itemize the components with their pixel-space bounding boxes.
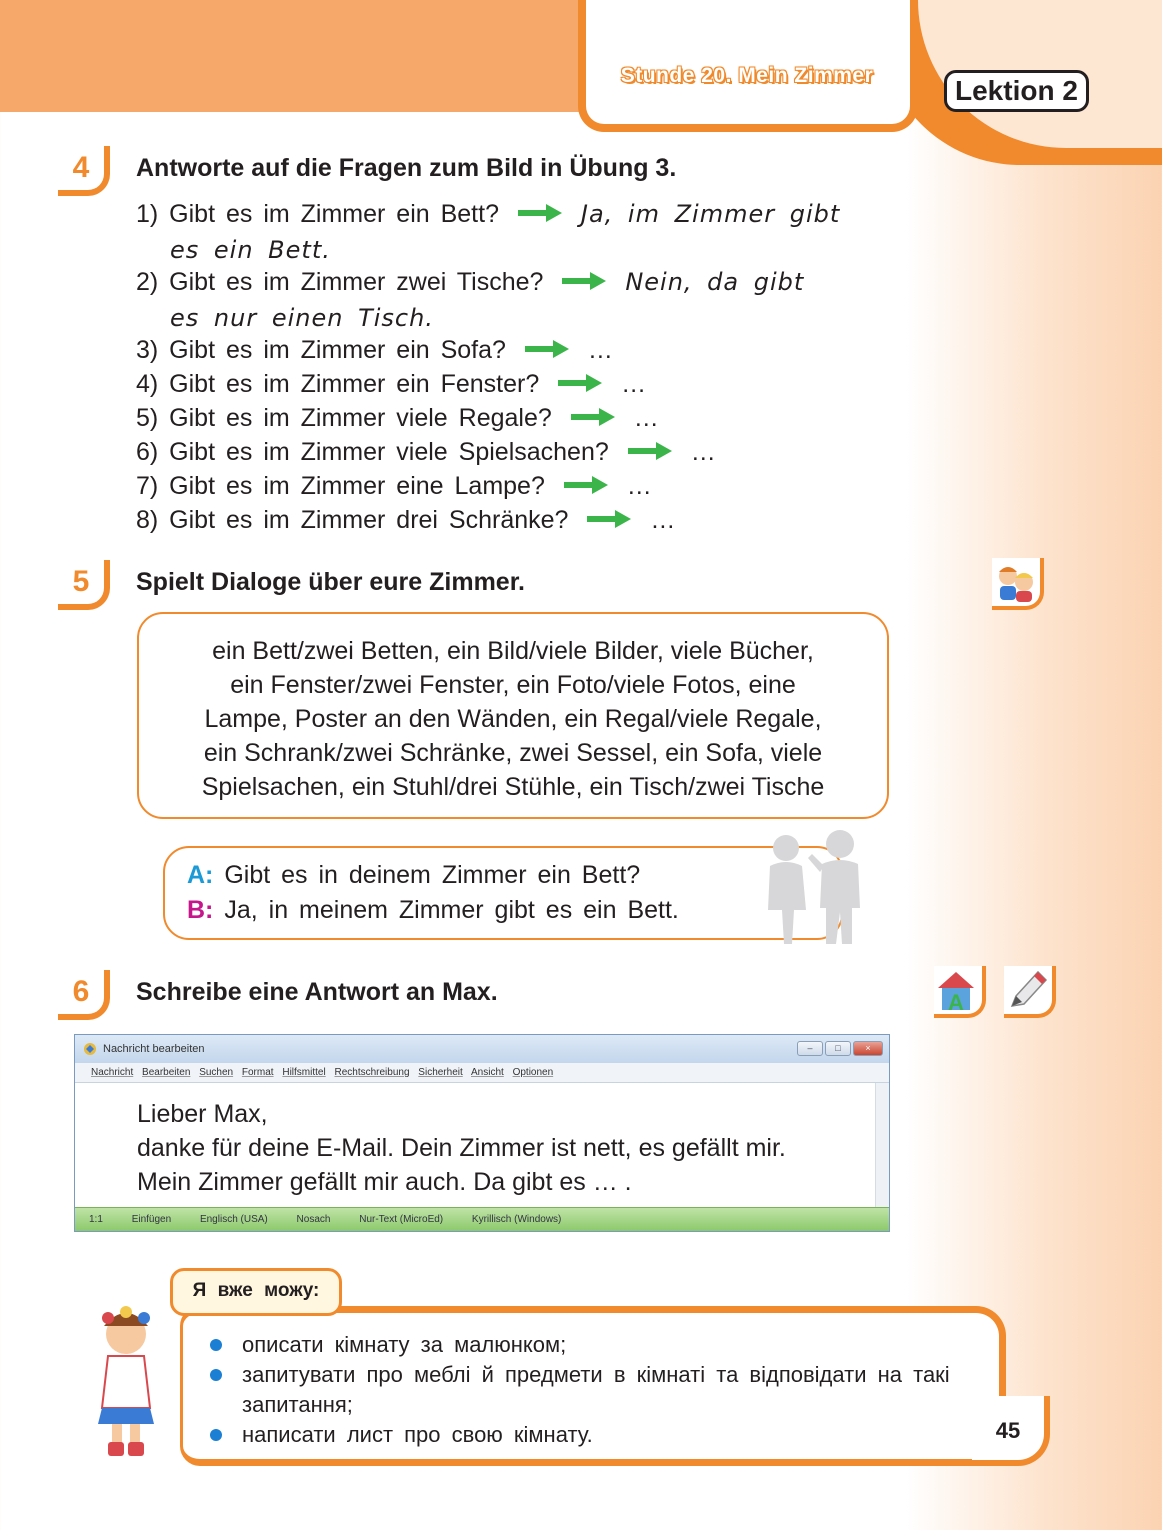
question-1: 1) Gibt es im Zimmer ein Bett? Ja, im Zimmer gibt: [136, 200, 841, 228]
email-line: danke für deine E-Mail. Dein Zimmer ist nett, es gefällt mir.: [137, 1134, 786, 1162]
arrow-right-icon: [518, 204, 562, 222]
window-title: Nachricht bearbeiten: [103, 1043, 205, 1055]
status-encoding: Kyrillisch (Windows): [471, 1214, 562, 1225]
exercise-4-title: Antworte auf die Fragen zum Bild in Übung 3.: [136, 154, 677, 182]
girl-in-costume-icon: [76, 1300, 176, 1460]
menu-item-nachricht[interactable]: Nachricht: [91, 1067, 134, 1078]
question-8: 8) Gibt es im Zimmer drei Schränke? …: [136, 506, 676, 534]
vocabulary-line: Lampe, Poster an den Wänden, ein Regal/viele Regale,: [204, 705, 822, 733]
pencil-icon: [1004, 966, 1056, 1018]
question-7: 7) Gibt es im Zimmer eine Lampe? …: [136, 472, 652, 500]
vocabulary-box: [137, 612, 889, 819]
question-3: 3) Gibt es im Zimmer ein Sofa? …: [136, 336, 613, 364]
mail-app-icon: [83, 1042, 97, 1056]
email-line: Mein Zimmer gefällt mir auch. Da gibt es … .: [137, 1168, 632, 1196]
vocabulary-line: ein Bett/zwei Betten, ein Bild/viele Bilder, viele Bücher,: [212, 637, 814, 665]
menu-item-ansicht[interactable]: Ansicht: [471, 1067, 504, 1078]
dialog-line-b: [187, 893, 841, 928]
question-6: 6) Gibt es im Zimmer viele Spielsachen? …: [136, 438, 716, 466]
question-2: 2) Gibt es im Zimmer zwei Tische? Nein, da gibt: [136, 268, 805, 296]
speaker-b-label: B:: [187, 896, 214, 924]
arrow-right-icon: [562, 272, 606, 290]
menu-item-sicherheit[interactable]: Sicherheit: [418, 1067, 463, 1078]
menu-item-bearbeiten[interactable]: Bearbeiten: [142, 1067, 191, 1078]
exercise-5-title: Spielt Dialoge über eure Zimmer.: [136, 568, 526, 596]
lesson-title: Stunde 20. Mein Zimmer: [620, 64, 874, 87]
window-statusbar: [75, 1207, 889, 1231]
status-cursor: 1:1: [89, 1214, 103, 1225]
status-spell: Nosach: [296, 1214, 331, 1225]
dialog-line-a: [187, 858, 841, 893]
window-titlebar: [75, 1035, 889, 1063]
arrow-right-icon: [525, 340, 569, 358]
vocabulary-line: ein Schrank/zwei Schränke, zwei Sessel, ein Sofa, viele: [203, 739, 823, 767]
pair-work-icon: [992, 558, 1044, 610]
speaker-a-text: Gibt es in deinem Zimmer ein Bett?: [224, 861, 641, 889]
children-silhouette-icon: [758, 828, 868, 948]
answer-1-continuation: es ein Bett.: [170, 236, 331, 264]
exercise-number-4: 4: [58, 146, 110, 196]
arrow-right-icon: [587, 510, 631, 528]
answer-2-continuation: es nur einen Tisch.: [170, 304, 434, 332]
homework-icon: [934, 966, 986, 1018]
question-4: 4) Gibt es im Zimmer ein Fenster? …: [136, 370, 647, 398]
svg-text:A: A: [948, 990, 964, 1014]
summary-item: написати лист про свою кімнату.: [208, 1420, 968, 1450]
exercise-6-title: Schreibe eine Antwort an Max.: [136, 978, 498, 1006]
email-body[interactable]: [75, 1083, 889, 1207]
window-controls: [797, 1041, 883, 1056]
header-band: [0, 0, 600, 112]
arrow-right-icon: [571, 408, 615, 426]
vocabulary-line: Spielsachen, ein Stuhl/drei Stühle, ein Tisch/zwei Tische: [201, 773, 825, 801]
vocabulary-line: ein Fenster/zwei Fenster, ein Foto/viele Fotos, eine: [230, 671, 796, 699]
dialog-example: [163, 846, 843, 940]
exercise-number-6: 6: [58, 970, 110, 1020]
email-scrollbar[interactable]: [875, 1083, 889, 1207]
page-number: 45: [972, 1396, 1050, 1466]
summary-list: [208, 1330, 968, 1450]
speaker-b-text: Ja, in meinem Zimmer gibt es ein Bett.: [224, 896, 679, 924]
summary-item: запитувати про меблі й предмети в кімнаті та відповідати на такі запитання;: [208, 1360, 968, 1420]
speaker-a-label: A:: [187, 861, 214, 889]
maximize-button[interactable]: □: [825, 1041, 851, 1056]
question-5: 5) Gibt es im Zimmer viele Regale? …: [136, 404, 659, 432]
window-menubar: [75, 1063, 889, 1083]
minimize-button[interactable]: –: [797, 1041, 823, 1056]
arrow-right-icon: [628, 442, 672, 460]
menu-item-rechtschreibung[interactable]: Rechtschreibung: [334, 1067, 410, 1078]
menu-item-hilfsmittel[interactable]: Hilfsmittel: [282, 1067, 326, 1078]
email-line: Lieber Max,: [137, 1100, 268, 1128]
exercise-number-5: 5: [58, 560, 110, 610]
status-language: Englisch (USA): [199, 1214, 268, 1225]
close-button[interactable]: ×: [853, 1041, 883, 1056]
email-window: [74, 1034, 890, 1232]
status-mode: Einfügen: [131, 1214, 172, 1225]
summary-badge: Я вже можу:: [170, 1268, 342, 1316]
summary-item: описати кімнату за малюнком;: [208, 1330, 968, 1360]
arrow-right-icon: [564, 476, 608, 494]
menu-item-optionen[interactable]: Optionen: [512, 1067, 554, 1078]
chapter-badge: Lektion 2: [944, 70, 1089, 112]
menu-item-format[interactable]: Format: [241, 1067, 274, 1078]
status-format: Nur-Text (MicroEd): [359, 1214, 444, 1225]
arrow-right-icon: [558, 374, 602, 392]
menu-item-suchen[interactable]: Suchen: [199, 1067, 234, 1078]
